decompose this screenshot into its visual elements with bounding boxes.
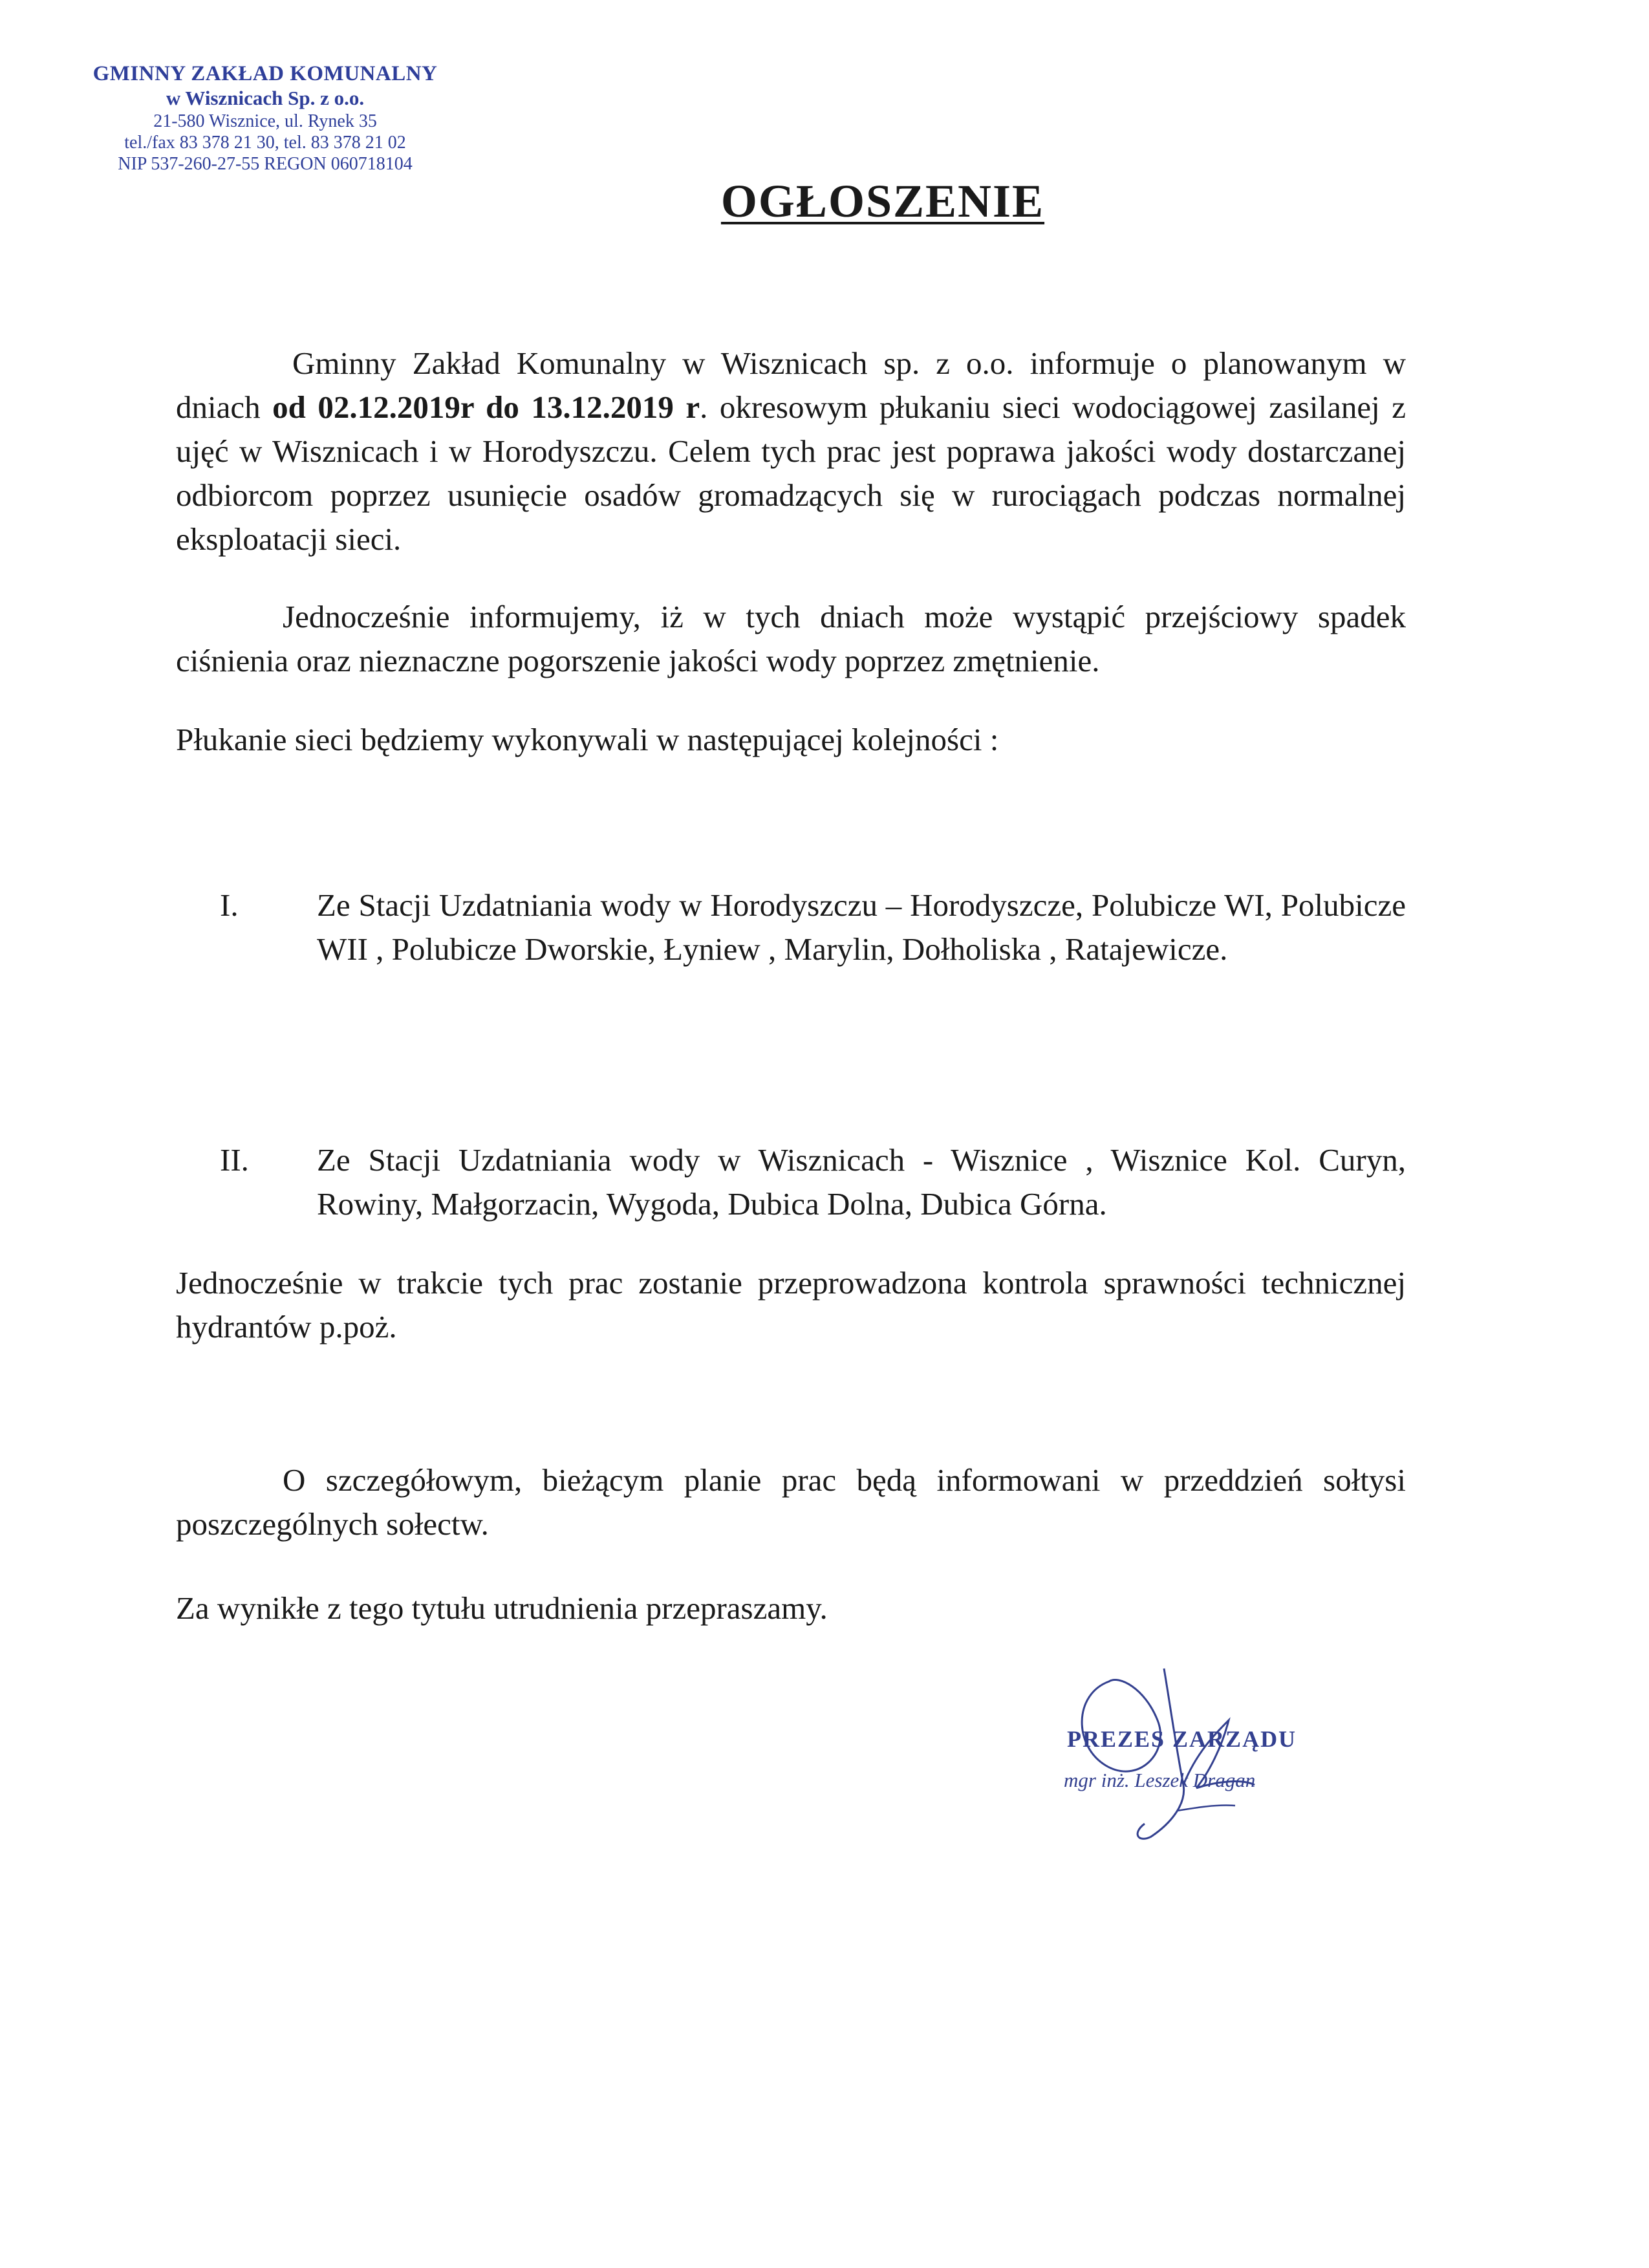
company-tax-ids: NIP 537-260-27-55 REGON 060718104: [118, 153, 413, 174]
paragraph-announcement-part1: Gminny Zakład Komunalny w Wisznicach sp. z o.o. informuje o planowanym w dniach: [176, 345, 1406, 425]
document-title: [0, 175, 1649, 228]
list-item-text: Ze Stacji Uzdatniania wody w Horodyszczu – Horodyszcze, Polubicze WI, Polubicze WII , Polubicze Dworskie, Łyniew , Marylin, Dołholiska , Ratajewicze.: [317, 887, 1406, 967]
company-address: 21-580 Wisznice, ul. Rynek 35: [153, 111, 377, 131]
paragraph-announcement-part2: . okresowym płukaniu sieci wodociągowej zasilanej z ujęć w Wisznicach i w Horodyszczu. Celem tych prac jest poprawa jakości wody dostarczanej odbiorcom poprzez usunięcie osadów gromadzących się w rurociągach podczas normalnej eksploatacji sieci.: [176, 389, 1406, 557]
list-item: [220, 883, 1406, 971]
paragraph-apology: Za wynikłe z tego tytułu utrudnienia przepraszamy.: [176, 1590, 828, 1626]
paragraph-schedule-info: O szczegółowym, bieżącym planie prac będą informowani w przeddzień sołtysi poszczególnych sołectw.: [176, 1462, 1406, 1542]
paragraph-announcement: [176, 341, 1406, 561]
flushing-dates: od 02.12.2019r do 13.12.2019 r: [272, 389, 700, 425]
company-phone: tel./fax 83 378 21 30, tel. 83 378 21 02: [124, 132, 406, 153]
paragraph-pressure-warning: Jednocześnie informujemy, iż w tych dniach może wystąpić przejściowy spadek ciśnienia oraz nieznaczne pogorszenie jakości wody poprzez zmętnienie.: [176, 599, 1406, 678]
list-item: [220, 1138, 1406, 1226]
document-title-text: OGŁOSZENIE: [720, 175, 1045, 227]
list-item-text: Ze Stacji Uzdatniania wody w Wisznicach - Wisznice , Wisznice Kol. Curyn, Rowiny, Małgorzacin, Wygoda, Dubica Dolna, Dubica Górna.: [317, 1142, 1406, 1222]
signature-title: PREZES ZARZĄDU: [1067, 1726, 1297, 1752]
paragraph-hydrant-check: Jednocześnie w trakcie tych prac zostanie przeprowadzona kontrola sprawności technicznej hydrantów p.poż.: [176, 1265, 1406, 1345]
list-item-number: I.: [220, 887, 239, 923]
signature-block: [1048, 1656, 1384, 1869]
signature-name: mgr inż. Leszek Dragan: [1064, 1769, 1256, 1791]
paragraph-order-intro: Płukanie sieci będziemy wykonywali w następującej kolejności :: [176, 722, 999, 757]
company-location: w Wisznicach Sp. z o.o.: [166, 86, 365, 109]
company-name: GMINNY ZAKŁAD KOMUNALNY: [92, 62, 438, 85]
company-header-stamp: [84, 61, 446, 175]
list-item-number: II.: [220, 1142, 249, 1178]
handwritten-signature-icon: [1048, 1656, 1384, 1869]
